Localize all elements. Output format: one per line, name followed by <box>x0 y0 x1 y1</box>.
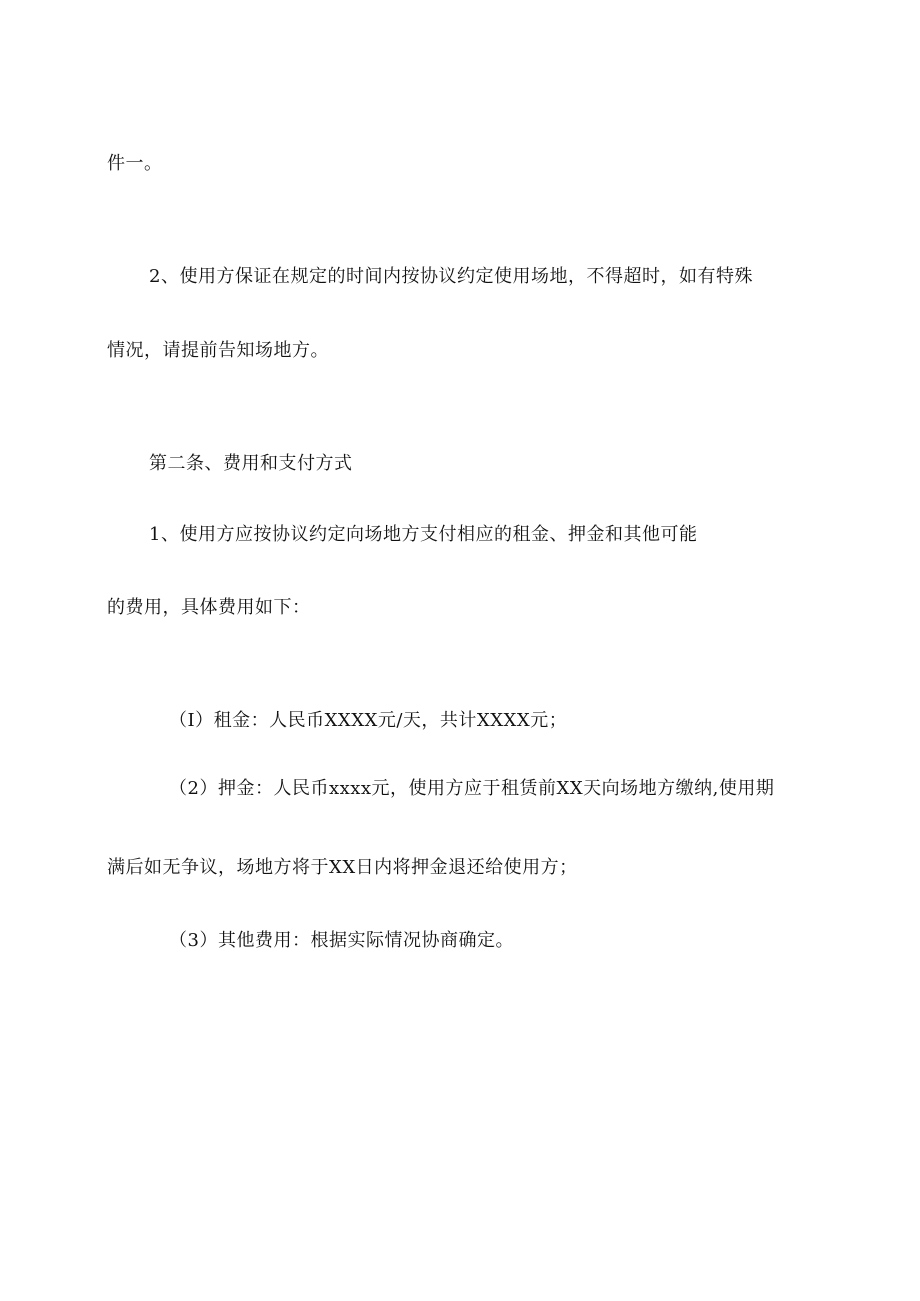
fee-item-other: （3）其他费用：根据实际情况协商确定。 <box>169 930 514 951</box>
clause-2-text: 2、使用方保证在规定的时间内按协议约定使用场地，不得超时，如有特殊 <box>149 266 753 287</box>
text-line-continuation: 件一。 <box>107 153 163 174</box>
fees-clause-1-text: 1、使用方应按协议约定向场地方支付相应的租金、押金和其他可能 <box>149 524 698 545</box>
section-heading-fees-payment: 第二条、费用和支付方式 <box>149 453 353 474</box>
fee-item-rent: （I）租金：人民币XXXX元/天，共计XXXX元； <box>169 710 568 731</box>
fee-item-deposit: （2）押金：人民币xxxx元，使用方应于租赁前XX天向场地方缴纳,使用期 <box>169 778 775 799</box>
clause-2-continuation: 情况，请提前告知场地方。 <box>107 340 329 361</box>
fee-item-deposit-continuation: 满后如无争议，场地方将于XX日内将押金退还给使用方； <box>107 857 578 878</box>
fees-clause-1-continuation: 的费用，具体费用如下： <box>107 597 311 618</box>
